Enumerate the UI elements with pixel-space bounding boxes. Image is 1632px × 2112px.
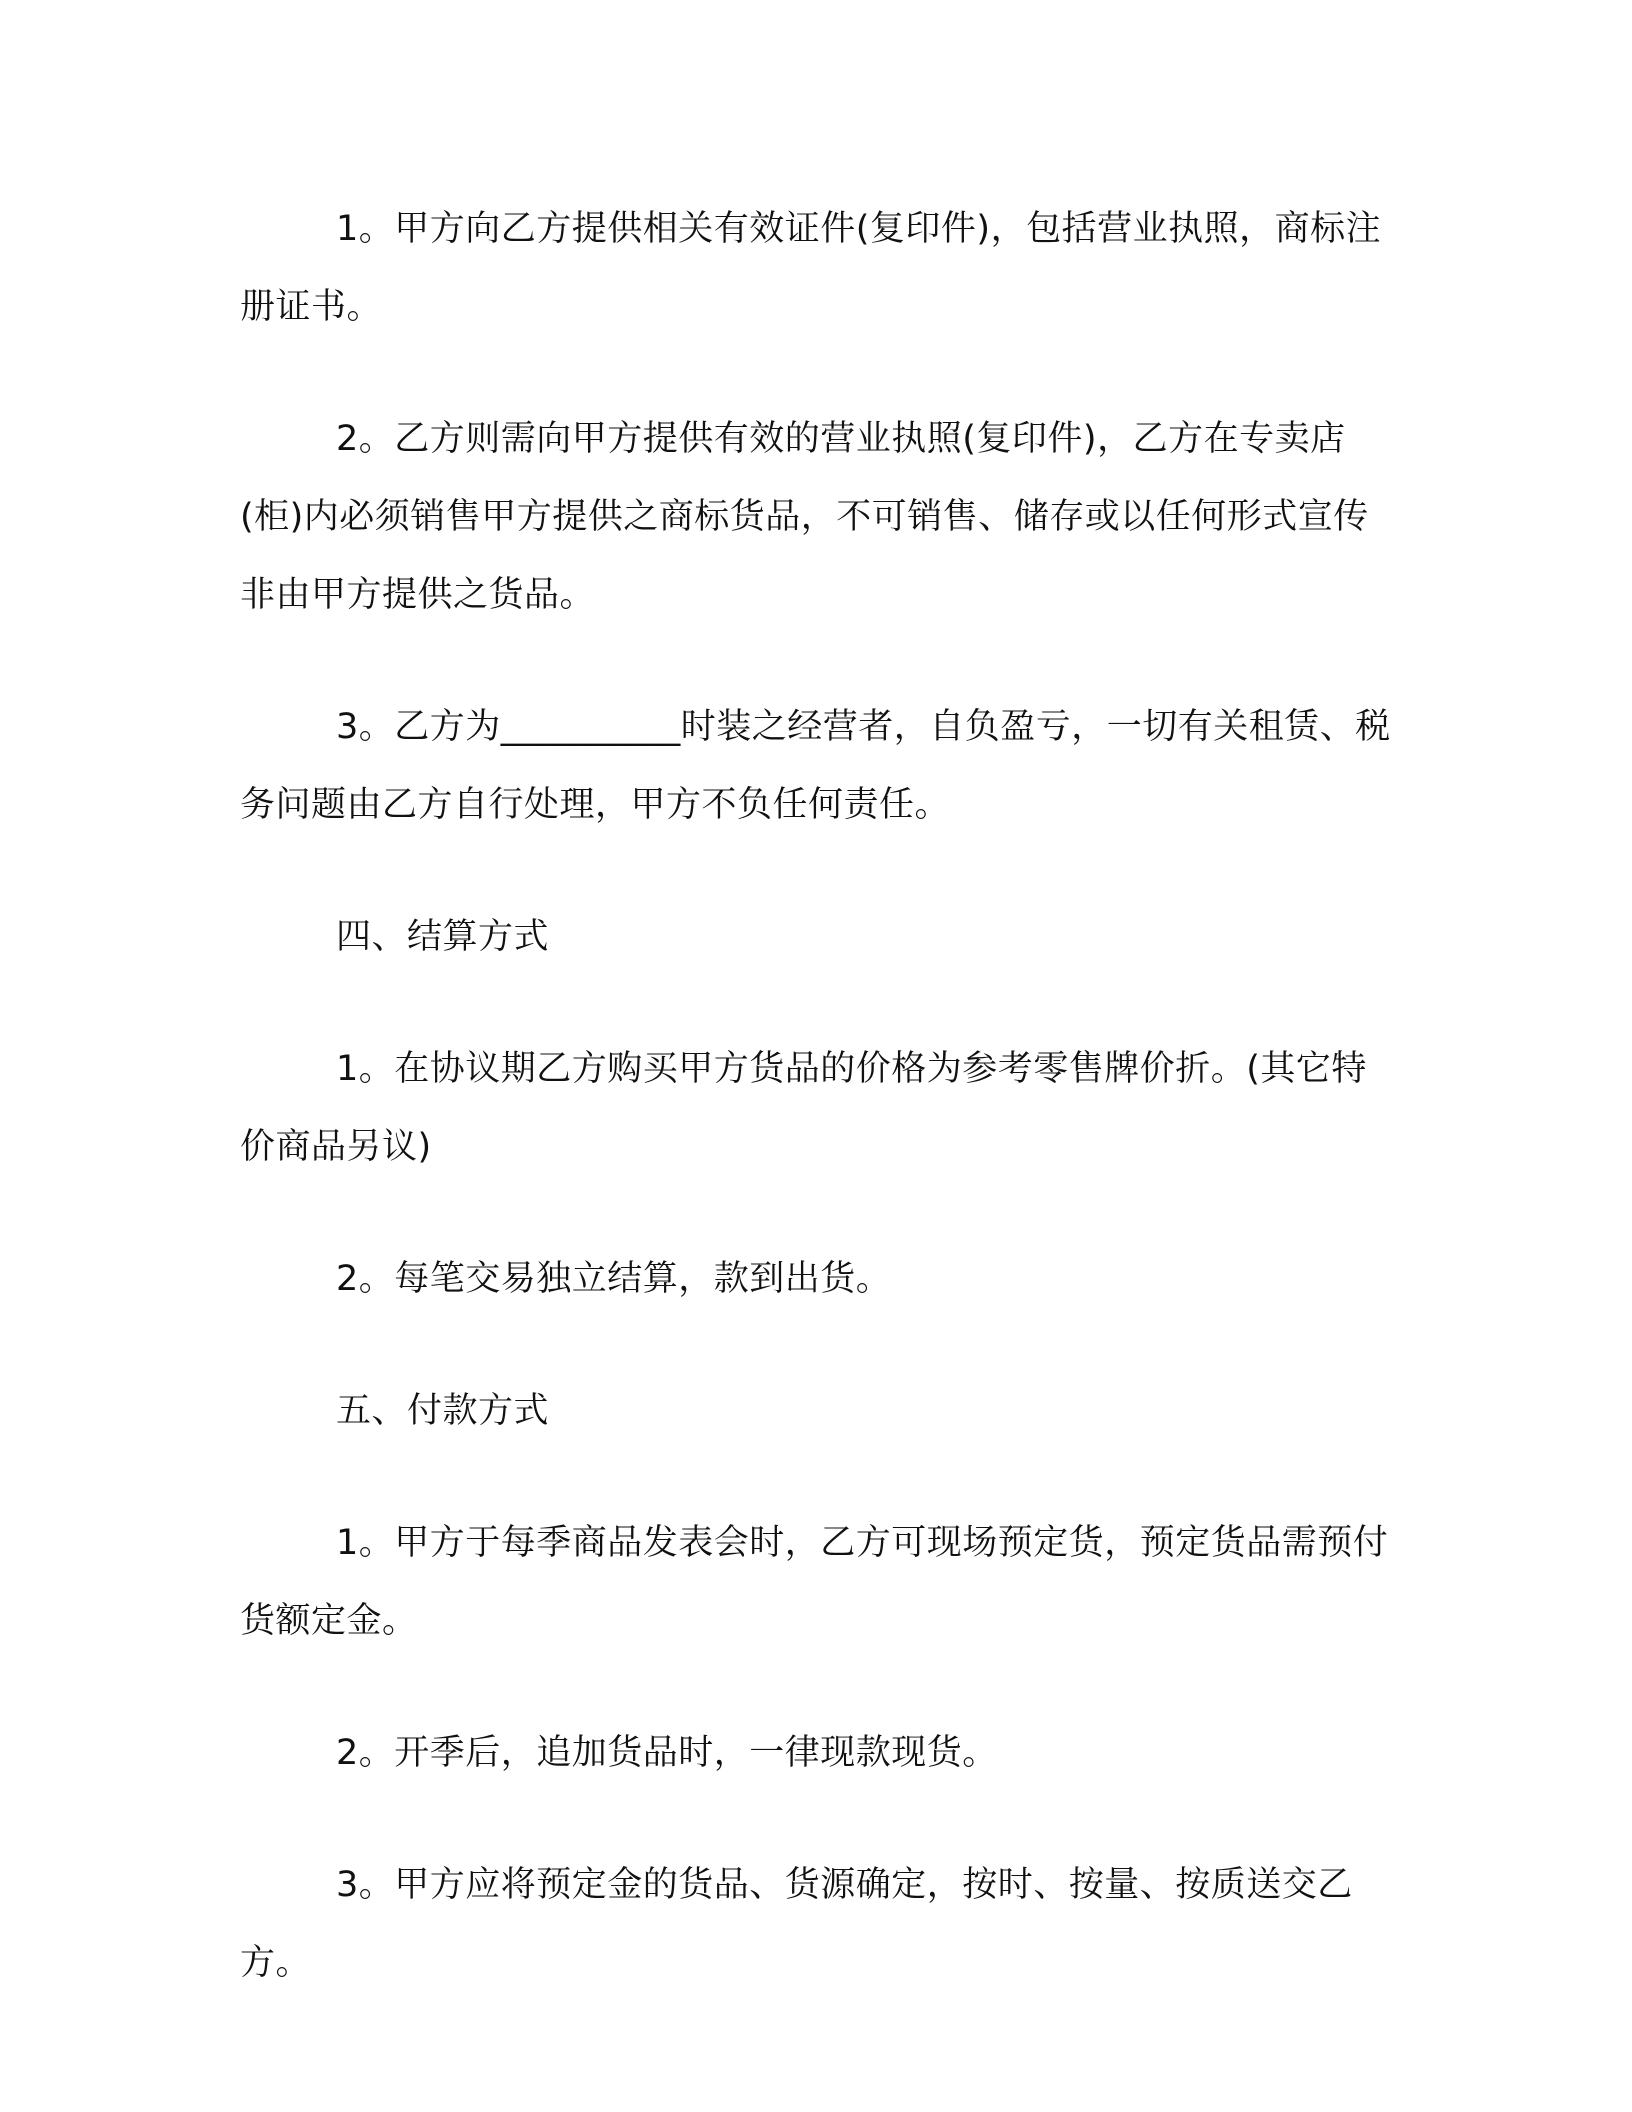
clause-self-responsible: 3。乙方为__________时装之经营者，自负盈亏，一切有关租赁、税务问题由乙方自行处理，甲方不负任何责任。 <box>240 707 1391 825</box>
clause-independent-settlement: 2。每笔交易独立结算，款到出货。 <box>336 1259 892 1299</box>
clause-cash-on-delivery: 2。开季后，追加货品时，一律现款现货。 <box>336 1733 998 1773</box>
clause-price: 1。在协议期乙方购买甲方货品的价格为参考零售牌价折。(其它特价商品另议) <box>240 1049 1367 1167</box>
document-body <box>240 190 1400 2056</box>
section-heading-payment: 五、付款方式 <box>336 1391 550 1431</box>
clause-delivery-obligation: 3。甲方应将预定金的货品、货源确定，按时、按量、按质送交乙方。 <box>240 1865 1353 1983</box>
clause-deposit: 1。甲方于每季商品发表会时，乙方可现场预定货，预定货品需预付货额定金。 <box>240 1523 1389 1641</box>
clause-sell-only-party-a-goods: 2。乙方则需向甲方提供有效的营业执照(复印件)，乙方在专卖店(柜)内必须销售甲方提供之商标货品，不可销售、储存或以任何形式宣传非由甲方提供之货品。 <box>240 419 1369 615</box>
section-heading-settlement: 四、结算方式 <box>336 917 550 957</box>
clause-provide-certificates: 1。甲方向乙方提供相关有效证件(复印件)，包括营业执照，商标注册证书。 <box>240 209 1382 327</box>
